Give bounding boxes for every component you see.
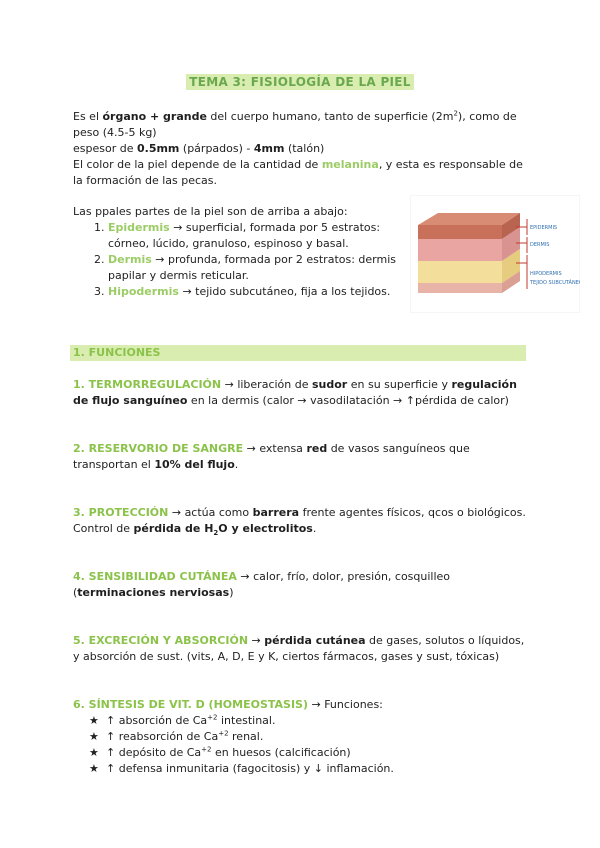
intro-paragraph-3: El color de la piel depende de la cantidad de melanina, y esta es responsable de la formación de las pecas. — [73, 158, 523, 187]
function-5: 5. EXCRECIÓN Y ABSORCIÓN → pérdida cutánea de gases, solutos o líquidos, y absorción de sust. (vits, A, D, E y K, ciertos fármacos, gases y sust, tóxicas) — [73, 634, 525, 663]
star-icon: ★ — [89, 714, 99, 727]
star-icon: ★ — [89, 762, 99, 775]
parts-list — [73, 220, 403, 300]
intro-paragraph-1: Es el órgano + grande del cuerpo humano, tanto de superficie $(2m^2)$, como de peso (4.5-5 kg) — [73, 109, 517, 139]
intro-paragraph-2: espesor de 0.5mm (párpados) - 4mm (talón) — [73, 142, 325, 155]
function-4: 4. SENSIBILIDAD CUTÁNEA → calor, frío, dolor, presión, cosquilleo (terminaciones nerviosas) — [73, 570, 451, 599]
section-bar-title: 1. FUNCIONES — [73, 346, 161, 359]
label-tejido: TEJIDO SUBCUTÁNEO — [530, 280, 580, 286]
label-hipodermis: HIPODERMIS — [530, 271, 562, 277]
vitd-list — [73, 713, 528, 777]
parts-heading: Las ppales partes de la piel son de arriba a abajo: — [73, 205, 348, 218]
parts-block — [73, 204, 403, 300]
page-title: TEMA 3: FISIOLOGÍA DE LA PIEL — [186, 74, 414, 90]
skin-layers-illustration — [410, 195, 580, 313]
function-2: 2. RESERVORIO DE SANGRE → extensa red de vasos sanguíneos que transportan el 10% del flujo. — [73, 442, 470, 471]
list-item: ★ ↑ depósito de $Ca^{+2}$ en huesos (calcificación) — [89, 745, 351, 759]
list-item: 2. Dermis → profunda, formada por 2 estratos: dermis papilar y dermis reticular. — [108, 252, 403, 284]
function-6: 6. SÍNTESIS DE VIT. D (HOMEOSTASIS) → Funciones: ★ ↑ absorción de $Ca^{+2}$ intestinal. ★ ↑ reabsorción de $Ca^{+2}$ renal. ★ ↑ depósito de $Ca^{+2}$ en huesos (calcificación) ★ ↑ defensa inmunitaria (fagocitosis) y ↓ inflamación. — [73, 697, 528, 777]
star-icon: ★ — [89, 730, 99, 743]
section-bar — [70, 345, 526, 361]
function-1: 1. TERMORREGULACIÓN → liberación de sudor en su superficie y regulación de flujo sanguíneo en la dermis (calor → vasodilatación → ↑pérdida de calor) — [73, 378, 517, 407]
list-item: 3. Hipodermis → tejido subcutáneo, fija a los tejidos. — [108, 284, 403, 300]
label-dermis: DERMIS — [530, 242, 550, 248]
page-title-wrap — [0, 74, 600, 91]
intro-block — [73, 109, 528, 189]
list-item: ★ ↑ reabsorción de $Ca^{+2}$ renal. — [89, 729, 264, 743]
star-icon: ★ — [89, 746, 99, 759]
function-3: 3. PROTECCIÓN → actúa como barrera frente agentes físicos, qcos o biológicos. Control de pérdida de $H_2O$ y electrolitos. — [73, 506, 526, 538]
list-item: ★ ↑ absorción de $Ca^{+2}$ intestinal. — [89, 713, 276, 727]
list-item: ★ ↑ defensa inmunitaria (fagocitosis) y ↓ inflamación. — [89, 762, 394, 775]
list-item: 1. Epidermis → superficial, formada por 5 estratos: córneo, lúcido, granuloso, espinoso y basal. — [108, 220, 403, 252]
skin-diagram — [410, 195, 580, 313]
label-epidermis: EPIDERMIS — [530, 225, 558, 231]
